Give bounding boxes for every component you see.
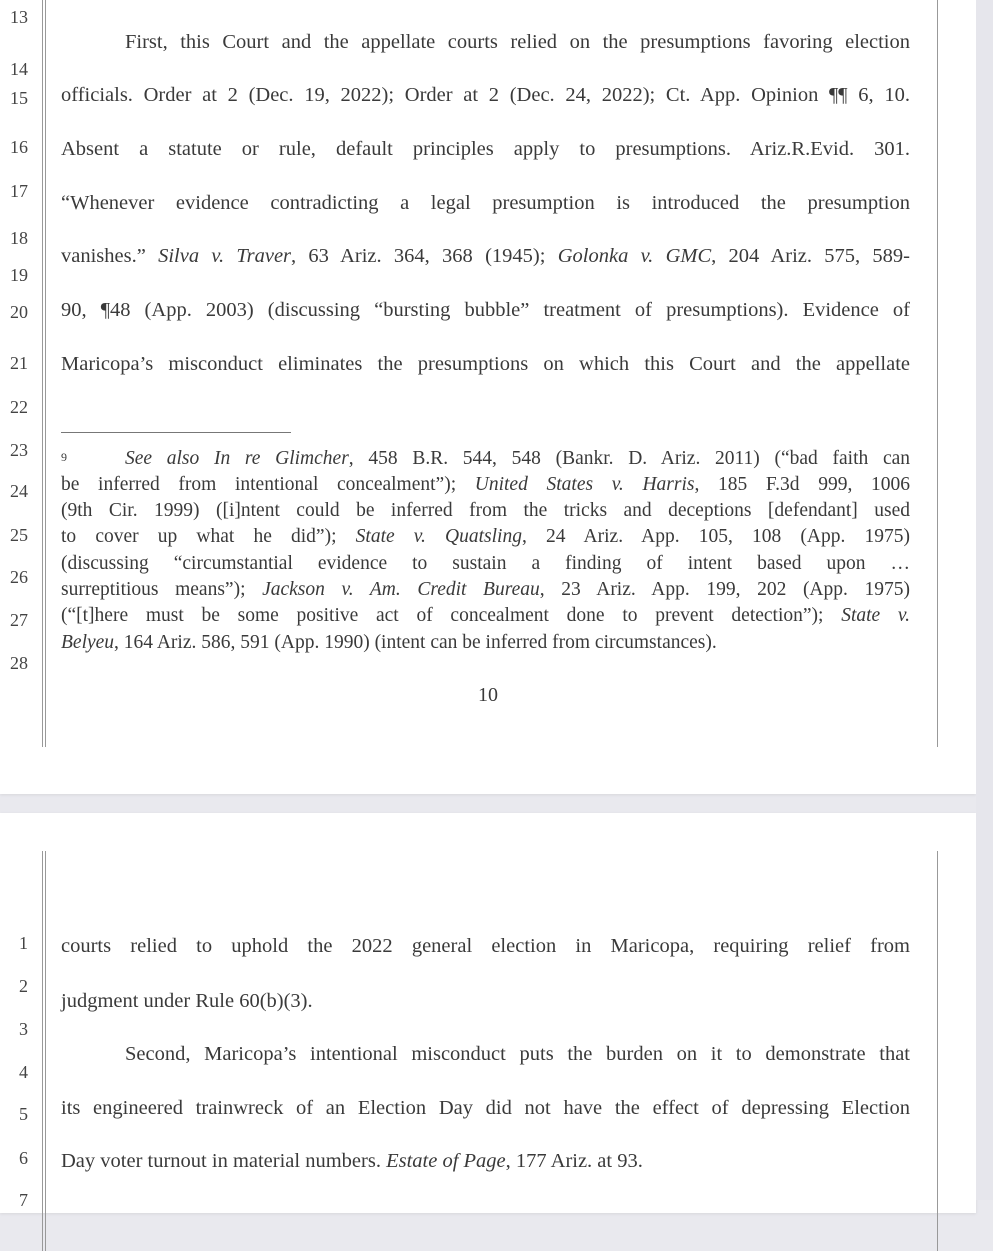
body-line [61,30,910,54]
text-run: Day voter turnout in material numbers. [61,1150,387,1172]
footnote-separator [61,432,291,433]
line-number: 21 [10,353,28,373]
line-number: 22 [10,397,28,417]
line-number: 28 [10,653,28,673]
body-line [61,298,910,322]
line-number: 26 [10,567,28,587]
text-run: First, this Court and the appellate courts relied on the presumptions favoring election [125,31,910,53]
left-margin-double-rule [42,851,46,1251]
text-run: , 177 Ariz. at 93. [505,1150,643,1172]
scrollbar-track[interactable] [976,0,993,1200]
line-number: 20 [10,302,28,322]
line-number: 3 [19,1019,28,1039]
line-number: 16 [10,137,28,157]
line-number: 4 [19,1062,28,1082]
text-run: , 63 Ariz. 364, 368 (1945); [291,245,558,267]
line-number: 13 [10,7,28,27]
text-run: , 24 Ariz. App. 105, 108 (App. 1975) [521,526,911,547]
body-line [61,1042,910,1066]
body-line [61,244,910,268]
line-number: 19 [10,265,28,285]
case-citation: Silva v. Traver [158,245,292,267]
line-number: 1 [19,933,28,953]
footnote-line [61,553,910,575]
line-number: 6 [19,1148,28,1168]
left-margin-double-rule [42,0,46,747]
case-citation: Belyeu [61,632,115,653]
footnote-line [61,632,910,654]
case-citation: Estate of Page [386,1150,506,1172]
right-margin-rule [937,0,938,747]
footnote-line [61,605,910,627]
text-run: vanishes.” [61,245,159,267]
body-line [61,1096,910,1120]
line-number: 25 [10,525,28,545]
body-line [61,989,910,1013]
line-number: 23 [10,440,28,460]
text-run: (discussing “circumstantial evidence to sustain a finding of intent based upon … [61,553,910,574]
line-number: 2 [19,976,28,996]
line-number: 27 [10,610,28,630]
text-run: “Whenever evidence contradicting a legal presumption is introduced the presumption [61,192,910,214]
footnote-line [61,474,910,496]
footnote-line [61,579,910,601]
line-number: 24 [10,481,28,501]
document-page-11 [0,813,976,1213]
body-line [61,191,910,215]
line-number: 7 [19,1190,28,1210]
case-citation: Jackson v. Am. Credit Bureau [262,579,540,600]
text-run: , 458 B.R. 544, 548 (Bankr. D. Ariz. 2011) (“bad faith can [348,448,911,469]
text-run: to cover up what he did”); [61,526,356,547]
body-line [61,352,910,376]
footnote-line [61,526,910,548]
right-margin-rule [937,851,938,1251]
text-run: surreptitious means”); [61,579,263,600]
text-run: Second, Maricopa’s intentional misconduct puts the burden on it to demonstrate that [125,1043,910,1065]
text-run: 90, ¶48 (App. 2003) (discussing “bursting bubble” treatment of presumptions). Evidence of [61,299,910,321]
text-run: be inferred from intentional concealment”); [61,474,475,495]
text-run: courts relied to uphold the 2022 general election in Maricopa, requiring relief from [61,935,910,957]
line-number: 18 [10,228,28,248]
case-citation: United States v. Harris [474,474,695,495]
text-run: Maricopa’s misconduct eliminates the presumptions on which this Court and the appellate [61,353,910,375]
line-number: 14 [10,59,28,79]
text-run: , 164 Ariz. 586, 591 (App. 1990) (intent can be inferred from circumstances). [114,632,717,653]
case-citation: State v. [841,605,910,626]
text-run: (9th Cir. 1999) ([i]ntent could be inferred from the tricks and deceptions [defendant] used [61,500,910,521]
case-citation: Golonka v. GMC [557,245,712,267]
body-line [61,83,910,107]
footnote-marker: 9 [61,450,67,464]
line-number: 17 [10,181,28,201]
footnote-line [61,448,910,470]
page-number: 10 [478,684,498,706]
text-run: , 185 F.3d 999, 1006 [694,474,910,495]
body-line [61,934,910,958]
footnote-line [61,500,910,522]
case-citation: State v. Quatsling [355,526,522,547]
text-run: judgment under Rule 60(b)(3). [61,990,313,1012]
text-run: Absent a statute or rule, default principles apply to presumptions. Ariz.R.Evid. 301. [61,138,910,160]
line-number: 5 [19,1104,28,1124]
text-run: , 204 Ariz. 575, 589- [711,245,910,267]
text-run: , 23 Ariz. App. 199, 202 (App. 1975) [539,579,910,600]
case-citation: See also In re Glimcher [125,448,349,469]
text-run: its engineered trainwreck of an Election Day did not have the effect of depressing Election [61,1097,910,1119]
body-line [61,137,910,161]
text-run: (“[t]here must be some positive act of concealment done to prevent detection”); [61,605,842,626]
line-number: 15 [10,88,28,108]
text-run: officials. Order at 2 (Dec. 19, 2022); Order at 2 (Dec. 24, 2022); Ct. App. Opinion ¶¶ 6, 10. [61,84,910,106]
body-line [61,1149,910,1173]
